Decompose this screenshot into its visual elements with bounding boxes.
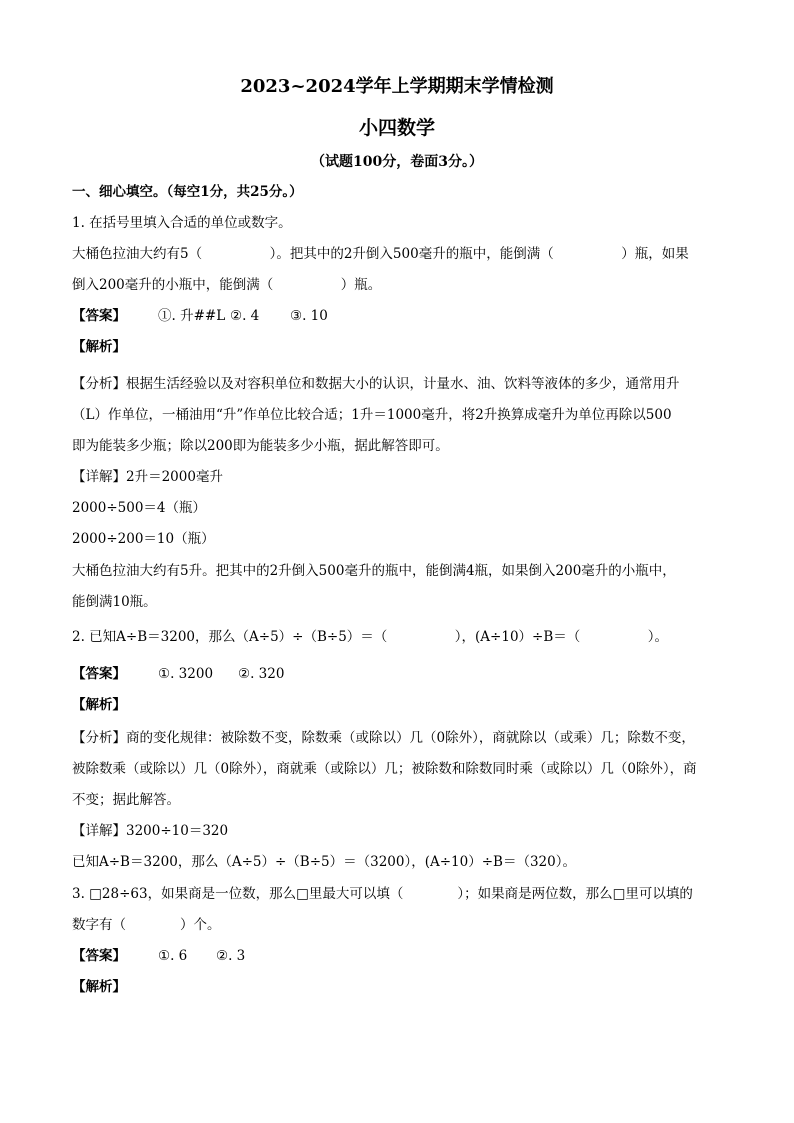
answer-item: ②. 4 bbox=[230, 308, 260, 324]
analysis-label: 【解析】 bbox=[72, 697, 126, 713]
q2-detail-line-2: 已知A÷B＝3200，那么（A÷5）÷（B÷5）＝（3200），(A÷10）÷B＝（320）。 bbox=[72, 854, 576, 870]
q2-analysis-line-2: 被除数乘（或除以）几（0除外），商就乘（或除以）几；被除数和除数同时乘（或除以）几（0除外），商 bbox=[72, 761, 697, 777]
q1-detail-line-2: 2000÷500＝4（瓶） bbox=[72, 500, 207, 516]
answer-item: ②. 320 bbox=[238, 666, 285, 682]
q1-stem: 1. 在括号里填入合适的单位或数字。 bbox=[72, 215, 292, 231]
q1-detail-line-3: 2000÷200＝10（瓶） bbox=[72, 531, 215, 547]
q3-stem-line-1: 3. □28÷63，如果商是一位数，那么□里最大可以填（ ）；如果商是两位数，那么□里可以填的 bbox=[72, 886, 693, 902]
exam-title: 2023~2024学年上学期期末学情检测 bbox=[240, 76, 554, 97]
q2-analysis-line-3: 不变；据此解答。 bbox=[72, 792, 180, 808]
answer-label: 【答案】 bbox=[72, 666, 126, 682]
answer-label: 【答案】 bbox=[72, 308, 126, 324]
answer-item: ③. 10 bbox=[290, 308, 328, 324]
analysis-label: 【解析】 bbox=[72, 979, 126, 995]
q1-text-line-1: 大桶色拉油大约有5（ ）。把其中的2升倒入500毫升的瓶中，能倒满（ ）瓶，如果 bbox=[72, 246, 689, 262]
q2-detail-line-1: 【详解】3200÷10＝320 bbox=[72, 823, 229, 839]
q3-answer-row bbox=[72, 946, 732, 966]
q2-stem: 2. 已知A÷B＝3200，那么（A÷5）÷（B÷5）＝（ ），(A÷10）÷B＝（ ）。 bbox=[72, 629, 669, 645]
answer-item: ①. 3200 bbox=[158, 666, 214, 682]
q1-analysis-line-1: 【分析】根据生活经验以及对容积单位和数据大小的认识，计量水、油、饮料等液体的多少，通常用升 bbox=[72, 376, 680, 392]
answer-item: ②. 3 bbox=[216, 948, 246, 964]
q1-text-line-2: 倒入200毫升的小瓶中，能倒满（ ）瓶。 bbox=[72, 277, 382, 293]
q1-analysis-line-2: （L）作单位，一桶油用“升”作单位比较合适；1升＝1000毫升，将2升换算成毫升为单位再除以500 bbox=[72, 407, 672, 423]
q1-detail-line-5: 能倒满10瓶。 bbox=[72, 594, 157, 610]
section-heading: 一、细心填空。（每空1分，共25分。） bbox=[72, 184, 303, 200]
q2-answer-row bbox=[72, 664, 732, 684]
q2-analysis-line-1: 【分析】商的变化规律：被除数不变，除数乘（或除以）几（0除外），商就除以（或乘）几；除数不变， bbox=[72, 730, 695, 746]
answer-item: ①. 升##L bbox=[158, 308, 226, 324]
answer-item: ①. 6 bbox=[158, 948, 188, 964]
answer-label: 【答案】 bbox=[72, 948, 126, 964]
q1-detail-line-4: 大桶色拉油大约有5升。把其中的2升倒入500毫升的瓶中，能倒满4瓶，如果倒入200毫升的小瓶中， bbox=[72, 563, 676, 579]
q1-analysis-line-3: 即为能装多少瓶；除以200即为能装多少小瓶，据此解答即可。 bbox=[72, 438, 449, 454]
analysis-label: 【解析】 bbox=[72, 339, 126, 355]
q1-detail-line-1: 【详解】2升＝2000毫升 bbox=[72, 469, 223, 485]
q3-stem-line-2: 数字有（ ）个。 bbox=[72, 917, 221, 933]
score-note: （试题100分，卷面3分。） bbox=[311, 154, 483, 170]
exam-subject: 小四数学 bbox=[358, 117, 435, 139]
q1-answer-row bbox=[72, 306, 732, 326]
